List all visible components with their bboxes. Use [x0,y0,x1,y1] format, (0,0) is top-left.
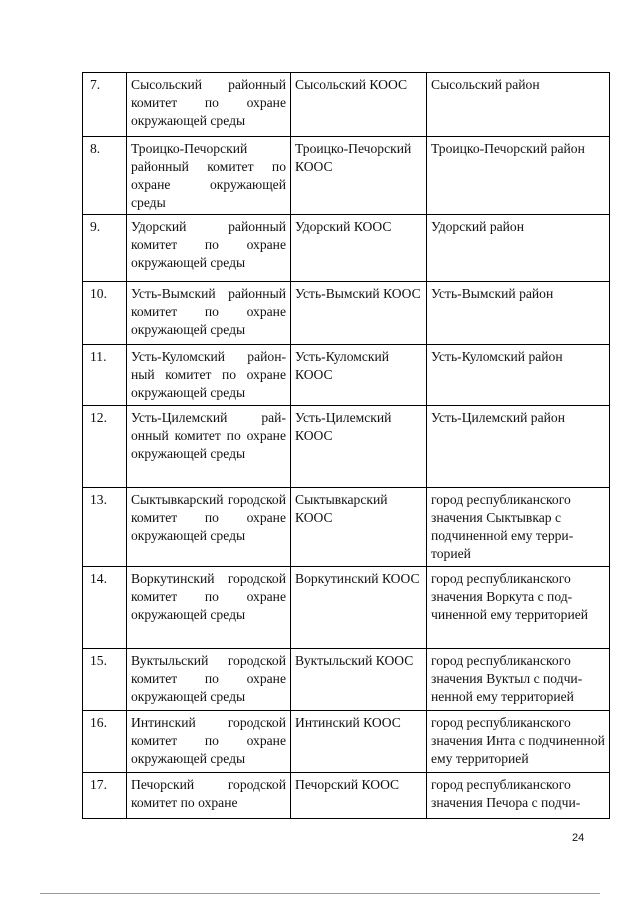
territory: Усть-Куломский район [427,345,610,406]
committee-name: Усть-Вымский районный комитет по охране окружающей среды [127,282,291,345]
committee-abbreviation: Сысольский КООС [291,73,427,137]
territory: Сысольский район [427,73,610,137]
committee-abbreviation: Усть-Куломский КООС [291,345,427,406]
table-row [83,345,610,406]
row-number: 11. [83,345,127,406]
committee-abbreviation: Усть-Вымский КООС [291,282,427,345]
committee-name: Воркутинский городской комитет по охране окружающей среды [127,567,291,649]
row-number: 16. [83,711,127,773]
territory: город республиканского значения Сыктывкар с подчиненной ему территорией [427,488,610,567]
row-number: 17. [83,773,127,819]
committee-abbreviation: Воркутинский КООС [291,567,427,649]
committee-abbreviation: Сыктывкарский КООС [291,488,427,567]
territory: город республиканского значения Воркута с подчиненной ему территорией [427,567,610,649]
committee-name: Интинский городской комитет по охране окружающей среды [127,711,291,773]
committee-abbreviation: Вуктыльский КООС [291,649,427,711]
table-row [83,282,610,345]
territory: Троицко-Печорский район [427,137,610,215]
committee-abbreviation: Интинский КООС [291,711,427,773]
committee-abbreviation: Усть-Цилемский КООС [291,406,427,488]
committees-table [82,72,610,819]
committee-name: Печорский городской комитет по охране [127,773,291,819]
committee-name: Удорский районный комитет по охране окружающей среды [127,215,291,282]
committee-name: Усть-Куломский районный комитет по охране окружающей среды [127,345,291,406]
row-number: 12. [83,406,127,488]
table-row [83,215,610,282]
committee-name: Усть-Цилемский районный комитет по охране окружающей среды [127,406,291,488]
table-row [83,406,610,488]
table-row [83,488,610,567]
territory: город республиканского значения Вуктыл с подчиненной ему территорией [427,649,610,711]
territory: Усть-Вымский район [427,282,610,345]
table-row [83,711,610,773]
territory: Усть-Цилемский район [427,406,610,488]
row-number: 9. [83,215,127,282]
row-number: 14. [83,567,127,649]
row-number: 7. [83,73,127,137]
territory: город республиканского значения Инта с подчиненной ему территорией [427,711,610,773]
table-row [83,773,610,819]
table-row [83,137,610,215]
committee-abbreviation: Троицко-Печорский КООС [291,137,427,215]
territory: город республиканского значения Печора с подчи- [427,773,610,819]
row-number: 15. [83,649,127,711]
table-row [83,649,610,711]
table-row [83,567,610,649]
committee-name: Сысольский районный комитет по охране окружающей среды [127,73,291,137]
committee-name: Вуктыльский городской комитет по охране окружающей среды [127,649,291,711]
row-number: 10. [83,282,127,345]
committee-name: Троицко-Печорский районный комитет по охране окружающей среды [127,137,291,215]
row-number: 8. [83,137,127,215]
scan-edge-line [40,893,600,894]
row-number: 13. [83,488,127,567]
page-number: 24 [572,832,585,844]
table-row [83,73,610,137]
committee-abbreviation: Удорский КООС [291,215,427,282]
territory: Удорский район [427,215,610,282]
committee-abbreviation: Печорский КООС [291,773,427,819]
committee-name: Сыктывкарский городской комитет по охране окружающей среды [127,488,291,567]
